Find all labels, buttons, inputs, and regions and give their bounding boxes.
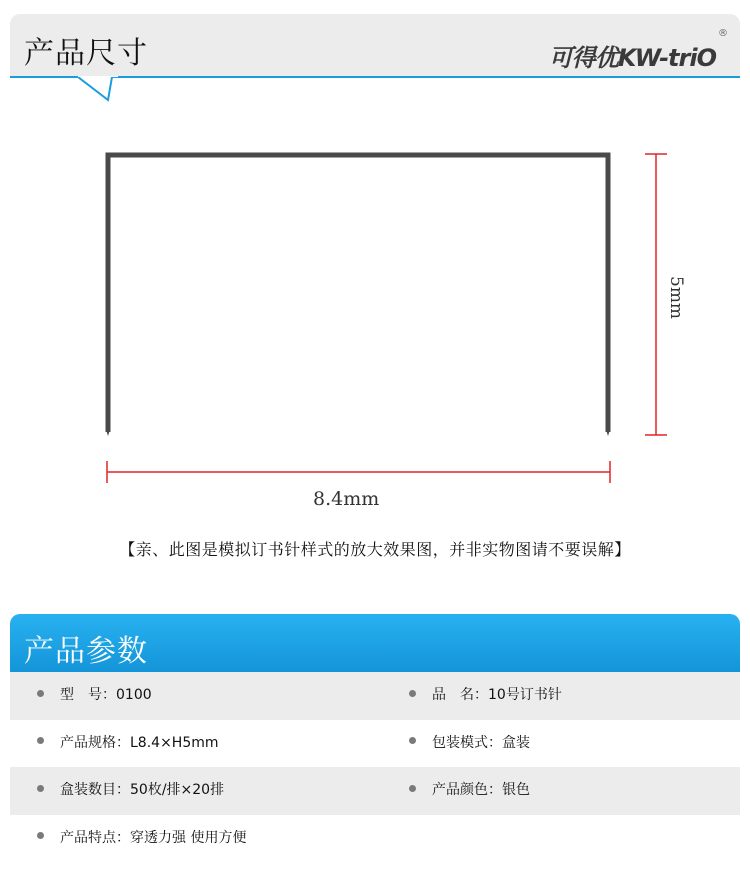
bullet-icon: [37, 690, 44, 697]
params-row: [10, 815, 740, 863]
params-section-header: [10, 614, 740, 672]
bullet-icon: [409, 690, 416, 697]
param-packaging: 包装模式：盒装: [409, 720, 530, 768]
bullet-icon: [409, 737, 416, 744]
param-product-name: 品 名：10号订书针: [409, 672, 562, 720]
bullet-icon: [409, 785, 416, 792]
disclaimer-text: 【亲、此图是模拟订书针样式的放大效果图，并非实物图请不要误解】: [119, 540, 631, 559]
registered-mark: ®: [718, 28, 728, 39]
param-box-count: 盒装数目：50枚/排×20排: [37, 767, 224, 815]
params-row: [10, 672, 740, 720]
param-spec: 产品规格：L8.4×H5mm: [37, 720, 219, 768]
param-color: 产品颜色：银色: [409, 767, 530, 815]
brand-logo: 可得优KW-triO: [548, 44, 716, 72]
bullet-icon: [37, 832, 44, 839]
height-label: 5mm: [666, 276, 686, 320]
param-model: 型 号：0100: [37, 672, 152, 720]
bullet-icon: [37, 737, 44, 744]
param-features: 产品特点：穿透力强 使用方便: [37, 815, 246, 863]
params-table: [10, 672, 740, 862]
params-section-title: 产品参数: [24, 634, 148, 669]
size-section-title: 产品尺寸: [24, 36, 148, 71]
params-row: [10, 767, 740, 815]
staple-shape: [108, 155, 608, 432]
bullet-icon: [37, 785, 44, 792]
height-dimension-line: [645, 154, 667, 435]
width-label: 8.4mm: [313, 488, 380, 510]
params-row: [10, 720, 740, 768]
width-dimension-line: [107, 461, 610, 483]
